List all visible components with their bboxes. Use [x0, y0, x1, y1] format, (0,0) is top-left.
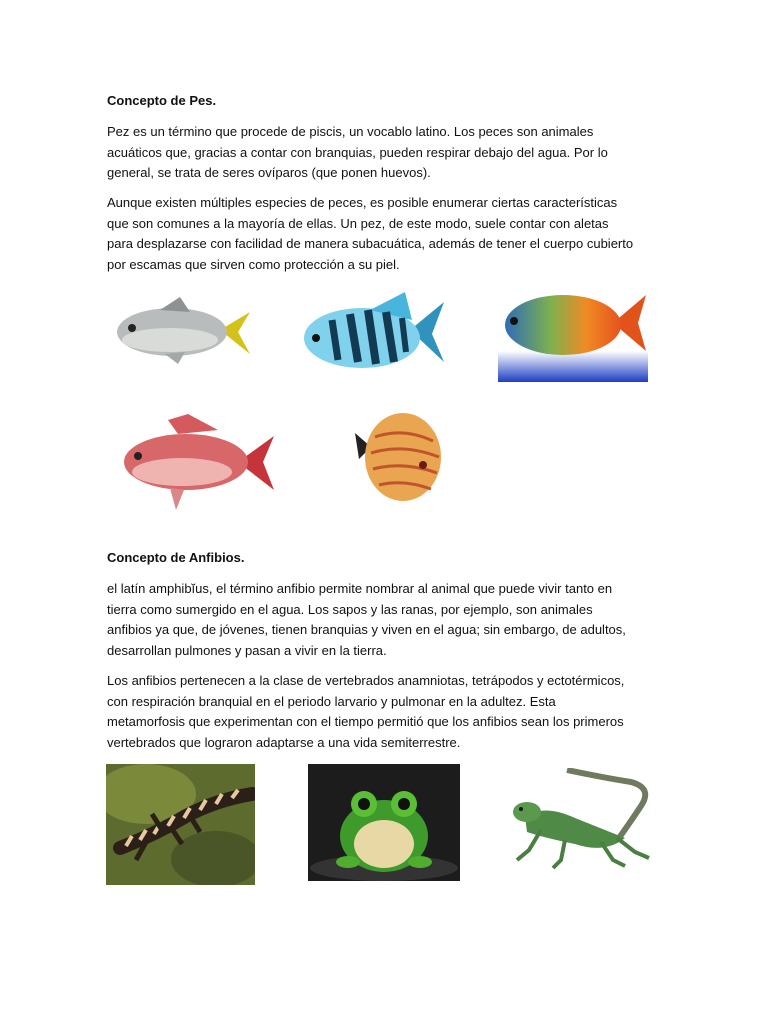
- text-line: vertebrados que lograron adaptarse a una vida semiterrestre.: [107, 734, 461, 750]
- text-line: metamorfosis que experimentan con el tiempo permitió que los anfibios sean los primeros: [107, 714, 624, 730]
- rainbow-fish-image: [498, 287, 648, 382]
- text-line: Aunque existen múltiples especies de peces, es posible enumerar ciertas características: [107, 195, 618, 210]
- text-line: desarrollan pulmones y pasan a vivir en la tierra.: [107, 642, 387, 658]
- fish-paragraph-1: [107, 122, 667, 184]
- salamander-image: [106, 764, 255, 885]
- text-line: que son comunes a la mayoría de ellas. Un pez, de este modo, suele contar con aletas: [107, 215, 609, 231]
- text-line: para desplazarse con facilidad de manera subacuática, además de tener el cuerpo cubierto: [107, 236, 634, 252]
- amphibian-heading: Concepto de Anfibios.: [107, 550, 245, 565]
- text-line: Los anfibios pertenecen a la clase de vertebrados anamniotas, tetrápodos y ectotérmicos,: [107, 673, 625, 688]
- text-line: el latín amphibĭus, el término anfibio permite nombrar al animal que puede vivir tanto en: [107, 581, 613, 596]
- text-line: Pez es un término que procede de piscis, un vocablo latino. Los peces son animales: [107, 124, 594, 139]
- iguana-image: [505, 768, 655, 876]
- silver-fish-image: [110, 292, 255, 367]
- amphibian-paragraph-1: [107, 579, 667, 661]
- text-line: acuáticos que, gracias a contar con branquias, pueden respirar debajo del agua. Por lo: [107, 144, 608, 160]
- red-snapper-image: [118, 410, 276, 515]
- discus-fish-image: [353, 407, 443, 505]
- green-frog-image: [308, 764, 460, 881]
- fish-heading: Concepto de Pes.: [107, 93, 217, 108]
- text-line: por escamas que sirven como protección a su piel.: [107, 256, 400, 272]
- amphibian-paragraph-2: [107, 671, 667, 753]
- text-line: anfibios ya que, de jóvenes, tienen branquias y viven en el agua; sin embargo, de adultos,: [107, 622, 626, 638]
- text-line: general, se trata de seres ovíparos (que ponen huevos).: [107, 165, 431, 181]
- striped-blue-fish-image: [300, 290, 445, 382]
- text-line: con respiración branquial en el periodo larvario y pulmonar en la adultez. Esta: [107, 693, 556, 709]
- fish-paragraph-2: [107, 193, 667, 275]
- text-line: tierra como sumergido en el agua. Los sapos y las ranas, por ejemplo, son animales: [107, 601, 593, 617]
